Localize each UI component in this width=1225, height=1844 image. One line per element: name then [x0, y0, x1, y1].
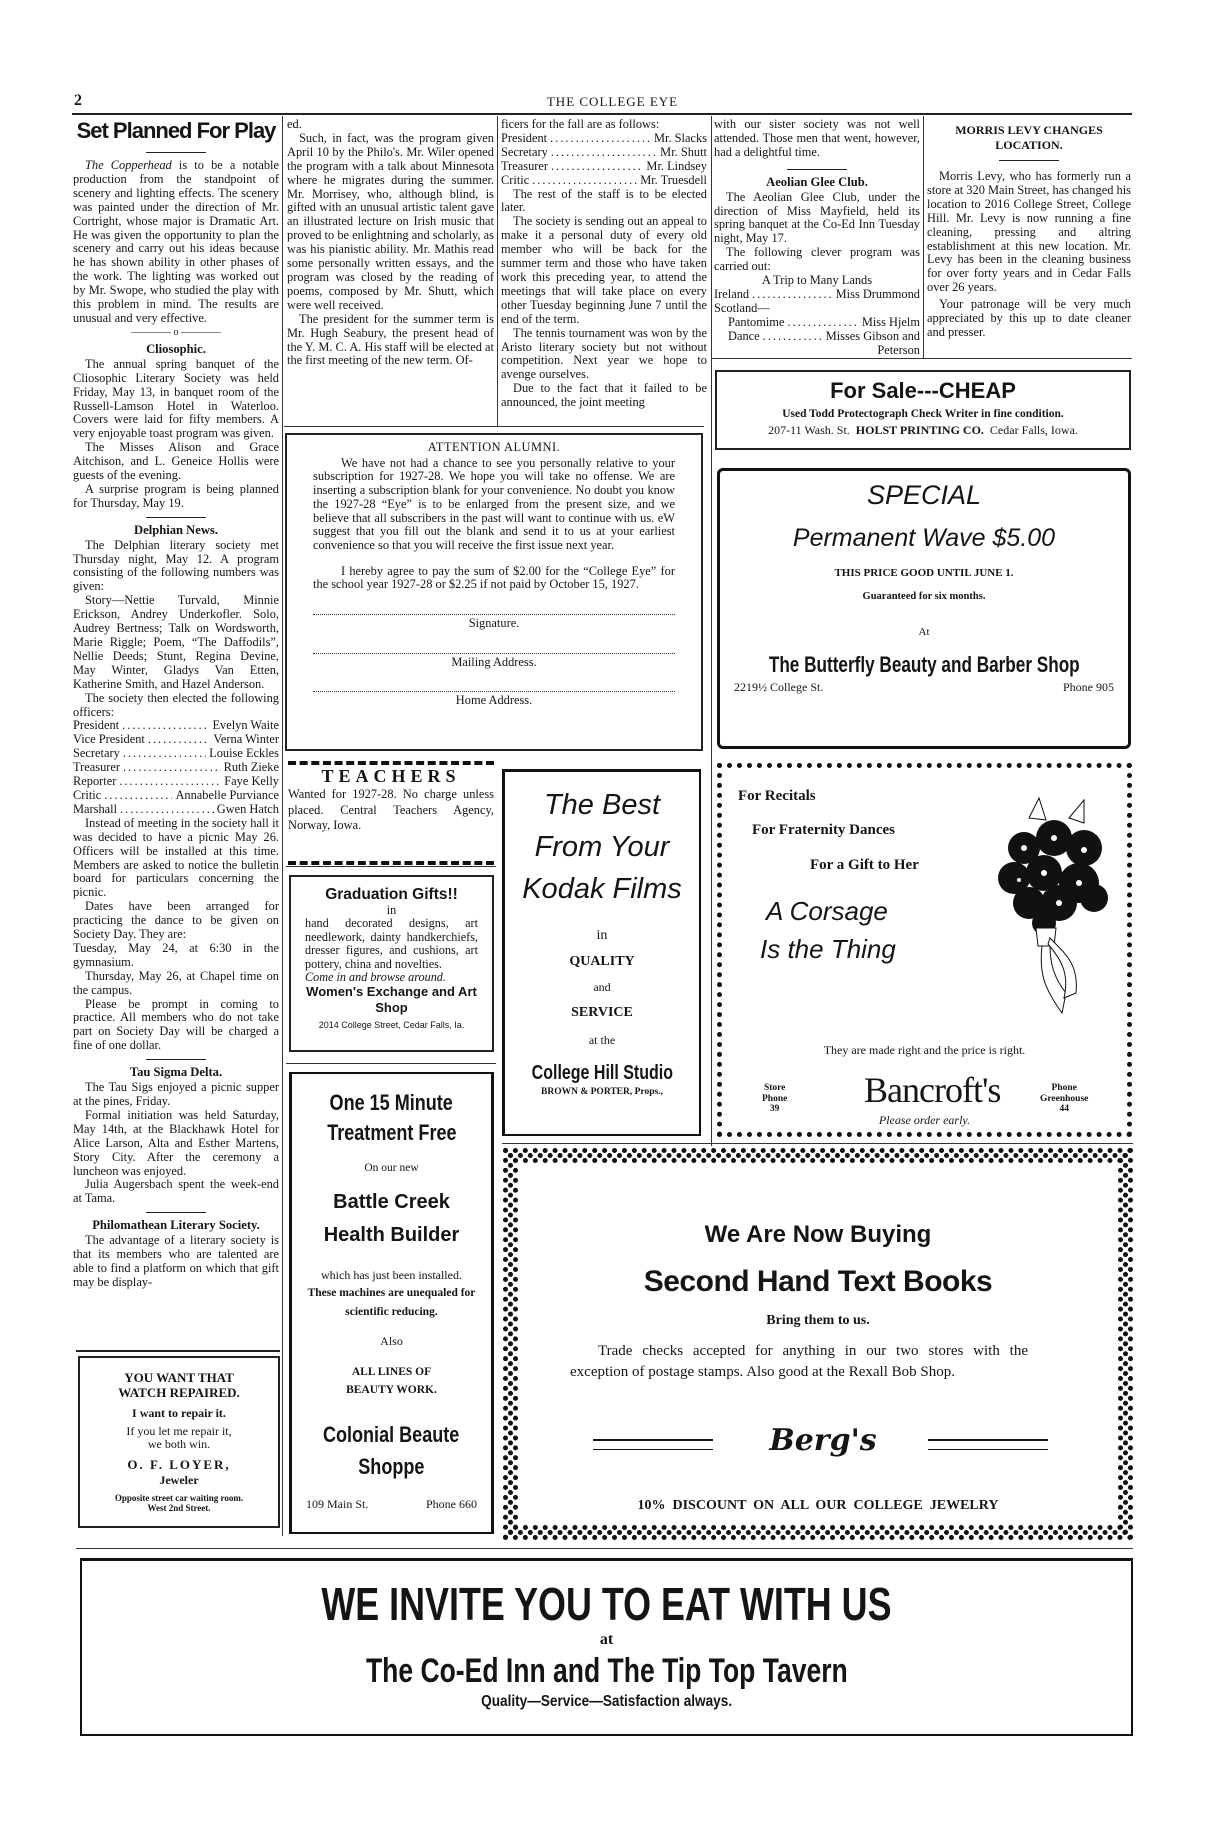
- ad-address: 109 Main St.: [306, 1497, 369, 1511]
- field-label: Home Address.: [455, 693, 533, 708]
- section-rule: [286, 1063, 496, 1064]
- paragraph: ed.: [287, 117, 302, 131]
- section-rule: [76, 1350, 280, 1352]
- paragraph: Due to the fact that it failed to be announced, the joint meeting: [501, 381, 707, 410]
- ad-phone: Phone 660: [426, 1497, 477, 1511]
- paragraph: The Misses Alison and Grace Aitchison, and L. Geneice Hollis were guests of the evening.: [73, 440, 279, 483]
- ad-text: SERVICE: [571, 1005, 633, 1020]
- ad-text: Bring them to us.: [766, 1313, 870, 1328]
- paragraph: Please be prompt in coming to practice. All members who do not take part on Society Day will be charged a fine of one dollar.: [73, 996, 279, 1053]
- banner-headline: WE INVITE YOU TO EAT WITH US: [321, 1578, 892, 1630]
- banner-tagline: Quality—Service—Satisfaction always.: [481, 1693, 732, 1710]
- bergs-logo: Berg's: [769, 1423, 877, 1458]
- ad-text: Trade checks accepted for anything in our two stores with the exception of postage stamps. Also good at the Rexall Bob Shop.: [570, 1343, 1028, 1380]
- field-label: Mailing Address.: [451, 654, 537, 669]
- form-title: ATTENTION ALUMNI.: [427, 440, 561, 454]
- banner-restaurants: The Co-Ed Inn and The Tip Top Tavern: [365, 1652, 848, 1690]
- officer-row: [73, 803, 279, 817]
- officer-role: Treasurer: [73, 760, 121, 775]
- column-rule: [497, 116, 498, 426]
- program-row: [714, 330, 920, 344]
- program-item: Scotland—: [714, 300, 770, 315]
- ad-text: and: [593, 980, 611, 994]
- program-row: [714, 316, 920, 330]
- program-item: Dance: [728, 328, 760, 343]
- ad-headline: Kodak Films: [522, 873, 682, 905]
- paragraph: ficers for the fall are as follows:: [501, 117, 660, 131]
- column-4: [714, 118, 920, 358]
- divider: [999, 160, 1059, 161]
- ad-text: BEAUTY WORK.: [346, 1384, 437, 1396]
- officer-row: [501, 132, 707, 146]
- officer-name: Mr. Lindsey: [646, 158, 707, 173]
- ad-address: 207-11 Wash. St.: [768, 423, 850, 437]
- ad-headline: We Are Now Buying: [704, 1221, 932, 1248]
- phone-label: Phone: [1051, 1083, 1077, 1093]
- section-rule: [284, 426, 704, 427]
- greenhouse-phone: [1040, 1083, 1088, 1115]
- paragraph: Dates have been arranged for practicing the dance to be given on Society Day. They are:: [73, 899, 279, 942]
- paragraph: Formal initiation was held Saturday, May 14th, at the Blackhawk Hotel for Alice Larson, Alta and Esther Martens, Story City. After the ceremony a luncheon was enjoyed.: [73, 1107, 279, 1178]
- program-row: [714, 302, 920, 316]
- ad-text: 10% DISCOUNT ON ALL OUR COLLEGE JEWELRY: [637, 1498, 999, 1513]
- paragraph: with our sister society was not well attended. Those men that went, however, had a delightful time.: [714, 117, 920, 159]
- ad-line: For Fraternity Dances: [752, 822, 896, 838]
- shop-name: Colonial Beaute: [323, 1422, 460, 1447]
- officer-role: Critic: [501, 172, 530, 187]
- ad-city: Cedar Falls, Iowa.: [989, 423, 1078, 437]
- company-name: HOLST PRINTING CO.: [855, 423, 984, 437]
- for-sale-ad: [715, 370, 1131, 450]
- officer-role: President: [73, 718, 120, 733]
- ad-text: Wanted for 1927-28. No charge unless placed. Central Teachers Agency, Norway, Iowa.: [288, 787, 494, 832]
- alumni-subscription-form: [285, 433, 703, 751]
- paragraph: The tennis tournament was won by the Aristo literary society but not without competition. Next year we hope to avenge ourselves.: [501, 325, 707, 382]
- column-2: [287, 118, 494, 368]
- officer-role: Marshall: [73, 801, 118, 816]
- program-item: Pantomime: [728, 314, 785, 329]
- bergs-textbooks-ad: [503, 1148, 1133, 1540]
- program-title: A Trip to Many Lands: [761, 273, 873, 288]
- officer-list: [73, 719, 279, 816]
- paragraph: The society is sending out an appeal to make it a personal duty of every old member who will be back for the summer term and those who have taken work this preceding year, to attend the meetings that will take place on every other Tuesday beginning June 7 until the end of the term.: [501, 214, 707, 326]
- ad-text: Also: [380, 1334, 403, 1348]
- ad-offer: Permanent Wave $5.00: [792, 524, 1056, 552]
- corsage-bouquet-icon: [984, 788, 1124, 1018]
- ad-text: in: [386, 903, 397, 917]
- officer-role: President: [501, 130, 548, 145]
- divider-glyph: o: [173, 326, 179, 338]
- product-name: Health Builder: [323, 1224, 460, 1246]
- program-row: [714, 288, 920, 302]
- ad-text: which has just been installed.: [321, 1268, 462, 1282]
- shop-name: Women's Exchange and Art Shop: [306, 984, 477, 1016]
- paragraph: The Aeolian Glee Club, under the direction of Miss Mayfield, held its spring banquet at the Co-Ed Inn Tuesday night, May 17.: [714, 189, 920, 246]
- officer-name: Mr. Slacks: [653, 130, 707, 145]
- column-3: [501, 118, 707, 410]
- paragraph: The Tau Sigs enjoyed a picnic supper at the pines, Friday.: [73, 1080, 279, 1108]
- column-rule: [711, 116, 712, 1146]
- column-rule: [923, 116, 924, 358]
- phone-number: 39: [769, 1104, 780, 1114]
- officer-name: Evelyn Waite: [212, 718, 279, 733]
- paragraph: Your patronage will be very much appreciated by this up to date cleaner and presser.: [927, 297, 1131, 339]
- paragraph: Julia Augersbach spent the week-end at Tama.: [73, 1177, 279, 1206]
- program-performer: Peterson: [877, 342, 920, 357]
- officer-row: [501, 146, 707, 160]
- officer-name: Gwen Hatch: [216, 801, 279, 816]
- paragraph: Thursday, May 26, at Chapel time on the campus.: [73, 968, 279, 997]
- ad-address: 2014 College Street, Cedar Falls, Ia.: [318, 1020, 465, 1031]
- ad-text: On our new: [364, 1162, 419, 1174]
- paragraph: Instead of meeting in the society hall it was decided to have a picnic May 26. Officers will be installed at this time. Members are asked to notice the bulletin board for particulars concerning the picnic.: [73, 815, 279, 900]
- co-ed-inn-banner-ad: [80, 1558, 1133, 1736]
- ad-text: we both win.: [147, 1437, 211, 1451]
- paragraph: The Delphian literary society met Thursday night, May 12. A program consisting of the following numbers was given:: [73, 537, 279, 594]
- program-performer: Miss Drummond: [835, 286, 920, 301]
- ad-phone: Phone 905: [1063, 680, 1114, 694]
- ad-text: at the: [588, 1033, 616, 1047]
- officer-row: [73, 761, 279, 775]
- divider: [146, 1059, 206, 1060]
- signature-field[interactable]: [313, 614, 675, 615]
- divider: [146, 1212, 206, 1213]
- butterfly-special-ad: [717, 468, 1131, 749]
- program-item: Ireland: [714, 286, 750, 301]
- ad-headline: SPECIAL: [866, 480, 982, 510]
- heading-aeolian: Aeolian Glee Club.: [766, 174, 868, 189]
- ad-slogan: A Corsage: [766, 896, 888, 926]
- play-title: The Copperhead: [85, 158, 172, 172]
- ad-text: They are made right and the price is right.: [823, 1043, 1026, 1057]
- section-rule: [502, 1143, 1133, 1144]
- decor-rule: [928, 1439, 1048, 1450]
- shop-name: Shoppe: [358, 1454, 425, 1479]
- officer-role: Treasurer: [501, 158, 549, 173]
- column-1: [73, 116, 279, 1290]
- ad-headline: YOU WANT THAT: [124, 1370, 234, 1385]
- ad-text: ALL LINES OF: [351, 1366, 432, 1378]
- teachers-ad: [288, 761, 494, 865]
- store-phone: [762, 1083, 787, 1115]
- officer-name: Mr. Truesdell: [640, 172, 707, 187]
- paragraph: The advantage of a literary society is that its members who are talented are able to find a platform on which that gift may be display-: [73, 1233, 279, 1289]
- officer-row: [73, 747, 279, 761]
- bancrofts-corsage-ad: [717, 763, 1132, 1137]
- ad-text: I want to repair it.: [132, 1406, 226, 1420]
- heading-tau-sigma: Tau Sigma Delta.: [129, 1065, 223, 1080]
- officer-row: [73, 719, 279, 733]
- officer-row: [501, 174, 707, 188]
- paragraph: Tuesday, May 24, at 6:30 in the gymnasium.: [73, 940, 279, 969]
- section-rule: [712, 358, 1132, 359]
- officer-name: Faye Kelly: [224, 774, 279, 789]
- ad-slogan: Is the Thing: [760, 934, 896, 964]
- program-performer: Misses Gibson and: [825, 328, 920, 343]
- phone-label: Store: [763, 1083, 786, 1093]
- officer-name: Annabelle Purviance: [175, 787, 279, 802]
- officer-role: Secretary: [501, 144, 548, 159]
- ad-text: These machines are unequaled for scientific reducing.: [307, 1287, 476, 1318]
- form-text: I hereby agree to pay the sum of $2.00 for the “College Eye” for the school year 1927-28 or $2.25 if not paid by October 15, 1927.: [313, 563, 675, 592]
- mailing-address-field[interactable]: [313, 653, 675, 654]
- paragraph: Morris Levy, who has formerly run a store at 320 Main Street, has changed his location to 2016 College Street, College Hill. Mr. Levy is now running a fine cleaning, pressing and altring establishment at this new location. Mr. Levy has been in the cleaning business for over forty years and in Cedar Falls over 26 years.: [927, 169, 1131, 295]
- divider: [146, 517, 206, 518]
- phone-label: Phone: [762, 1093, 788, 1104]
- section-rule: [286, 866, 496, 867]
- form-text: We have not had a chance to see you personally relative to your subscription for 1927-28. We hope you will take no offense. We are inserting a subscription blank for your convenience. No doubt you know the 1927-28 “Eye” is to be enlarged from the present size, and we believe that all subscribers in the past will want to continue with us. eW suggest that you fill out the blank and send it to us at your earliest convenience so that you will receive the first issue next year.: [313, 455, 675, 552]
- paragraph: The annual spring banquet of the Cliosophic Literary Society was held Friday, May 13, in banquet room of the Russell-Lamson Hotel in Waterloo. Covers were laid for fifty members. A very enjoyable toast program was given.: [73, 356, 279, 441]
- officer-role: Vice President: [73, 732, 145, 747]
- article-text: is to be a notable production from the standpoint of scenery and lighting effects. The scenery was painted under the direction of Mr. Cortright, whose major is Dramatic Art. He was given the opportunity to plan the scenery and carry out his ideas because he has shown ability in other phases of the work. The lighting was worked out by Mr. Swope, who studied the play with this problem in mind. The results are unusual and very effective.: [73, 158, 280, 325]
- officer-name: Louise Eckles: [209, 746, 279, 761]
- ad-headline: WATCH REPAIRED.: [118, 1385, 240, 1400]
- studio-name: College Hill Studio: [531, 1062, 673, 1084]
- divider: [146, 152, 206, 153]
- colonial-beaute-ad: [289, 1072, 494, 1534]
- headline-set-planned: Set Planned For Play: [76, 118, 276, 143]
- ad-text: If you let me repair it,: [126, 1424, 232, 1438]
- ornament-divider: ———— o ————: [131, 326, 221, 338]
- ad-text: Used Todd Protectograph Check Writer in fine condition.: [782, 408, 1064, 420]
- shop-name: The Butterfly Beauty and Barber Shop: [768, 652, 1080, 677]
- officer-row: [73, 789, 279, 803]
- ad-text: hand decorated designs, art needlework, dainty handkerchiefs, dresser figures, and cushions, art pottery, china and novelties.: [305, 916, 478, 971]
- home-address-field[interactable]: [313, 691, 675, 692]
- ad-text: Please order early.: [878, 1113, 971, 1127]
- ad-line: For a Gift to Her: [810, 857, 919, 873]
- paragraph: The society then elected the following officers:: [73, 690, 279, 719]
- masthead-rule: [72, 113, 1132, 115]
- graduation-gifts-ad: [289, 875, 494, 1052]
- officer-role: Critic: [73, 787, 102, 802]
- product-name: Battle Creek: [333, 1191, 450, 1213]
- watch-repair-ad: [78, 1356, 280, 1528]
- ad-headline: For Sale---CHEAP: [830, 378, 1016, 403]
- ad-line: For Recitals: [738, 788, 816, 804]
- section-rule: [76, 1548, 1133, 1549]
- phone-label: Greenhouse: [1040, 1093, 1089, 1104]
- officer-row: [73, 733, 279, 747]
- page-number: 2: [74, 92, 82, 109]
- officer-name: Mr. Shutt: [660, 144, 707, 159]
- officer-role: Secretary: [73, 746, 120, 761]
- ad-headline: One 15 Minute: [329, 1090, 454, 1115]
- paragraph: The following clever program was carried out:: [714, 245, 920, 274]
- program-performer: Miss Hjelm: [861, 314, 920, 329]
- paper-title: THE COLLEGE EYE: [546, 94, 679, 109]
- ad-headline: The Best: [543, 789, 661, 821]
- column-5: [927, 120, 1131, 340]
- phone-number: 44: [1059, 1104, 1069, 1114]
- officer-row: [73, 775, 279, 789]
- jeweler-title: Jeweler: [159, 1473, 199, 1487]
- ad-headline: TEACHERS: [321, 766, 461, 786]
- field-label: Signature.: [468, 616, 520, 631]
- paragraph: The rest of the staff is to be elected later.: [501, 186, 707, 215]
- divider: [787, 169, 847, 170]
- ad-text: in: [596, 928, 608, 943]
- paragraph: The president for the summer term is Mr. Hugh Seabury, the present head of the Y. M. C. A. His staff will be elected at the first meeting of the new term. Of-: [287, 311, 494, 368]
- ad-text: THIS PRICE GOOD UNTIL JUNE 1.: [834, 567, 1014, 579]
- ad-headline: Treatment Free: [326, 1120, 457, 1145]
- heading-delphian: Delphian News.: [134, 522, 218, 537]
- heading-cliosophic: Cliosophic.: [146, 341, 206, 356]
- officer-name: Ruth Zieke: [223, 760, 279, 775]
- ad-headline: Second Hand Text Books: [643, 1265, 993, 1298]
- ad-text: Guaranteed for six months.: [862, 591, 986, 602]
- jeweler-name: O. F. LOYER,: [127, 1457, 231, 1472]
- column-rule: [282, 116, 283, 1536]
- ad-address: Opposite street car waiting room.: [114, 1493, 244, 1503]
- paragraph: Such, in fact, was the program given April 10 by the Philo's. Mr. Wiler opened the program with a talk about Minnesota where he migrates during the summer. Mr. Morrisey, who, although blind, is gifted with an unusual artistic talent gave an illustrated lecture on Irish music that proved to be enlightning and scholarly, as was his pianistic ability. Mr. Mathis read some personally written essays, and the program was closed by the reading of poems, composed by Mr. Shutt, which were well received.: [287, 130, 494, 312]
- paragraph: Story—Nettie Turvald, Minnie Erickson, Andrey Underkofler. Solo, Audrey Bertness; Talk on Wordsworth, Marie Riggle; Poem, “The Daffodils”, Nellie Deeds; Stunt, Regina Devine, May Winter, Gladys Van Etten, Katherine Smith, and Hazel Anderson.: [73, 593, 279, 691]
- kodak-studio-ad: [502, 769, 701, 1136]
- officer-name: Verna Winter: [213, 732, 279, 747]
- officer-role: Reporter: [73, 774, 117, 789]
- ad-address: 2219½ College St.: [734, 680, 824, 694]
- banner-text: at: [599, 1631, 614, 1648]
- paragraph: A surprise program is being planned for Thursday, May 19.: [73, 481, 279, 510]
- copperhead-article: [73, 159, 279, 326]
- ad-text: QUALITY: [569, 954, 635, 969]
- heading-morris-levy: MORRIS LEVY CHANGES LOCATION.: [955, 123, 1103, 152]
- studio-props: BROWN & PORTER, Props.,: [541, 1087, 663, 1097]
- ad-address: West 2nd Street.: [147, 1503, 211, 1513]
- ad-text: At: [918, 626, 930, 638]
- officer-row: [501, 160, 707, 174]
- store-name: Bancroft's: [864, 1070, 1001, 1110]
- ad-text: Come in and browse around.: [305, 970, 446, 985]
- heading-philomathean: Philomathean Literary Society.: [92, 1218, 260, 1233]
- decor-rule: [593, 1439, 713, 1450]
- ad-headline: Graduation Gifts!!: [325, 886, 458, 903]
- ad-headline: From Your: [534, 831, 670, 863]
